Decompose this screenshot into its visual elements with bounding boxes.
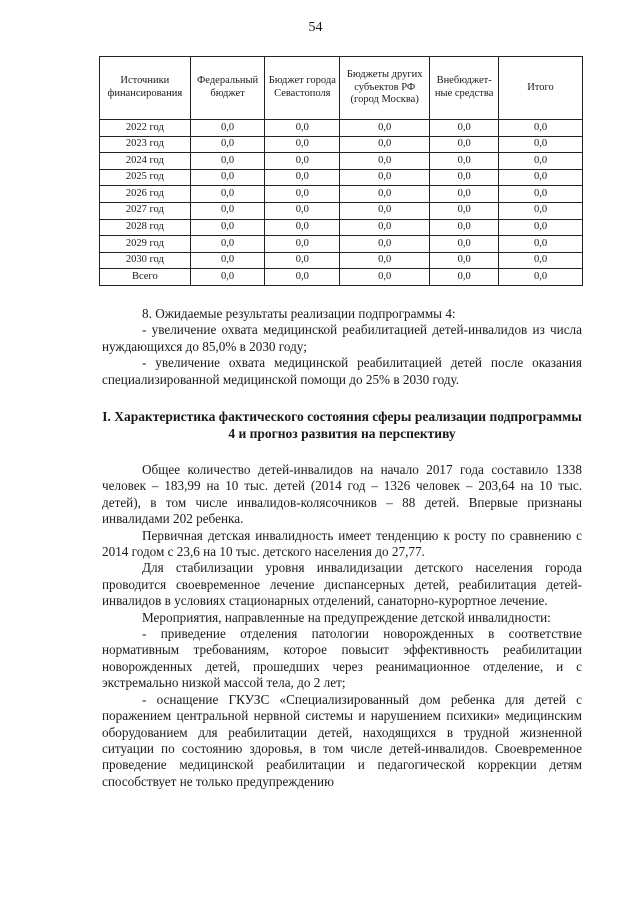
value-cell: 0,0 [190,120,265,137]
value-cell: 0,0 [190,186,265,203]
value-cell: 0,0 [265,202,340,219]
financing-table [99,56,583,286]
value-cell: 0,0 [430,202,499,219]
section-title: I. Характеристика фактического состояния сферы реализации подпрограммы 4 и прогноз развития на перспективу [102,409,582,441]
results-item: - увеличение охвата медицинской реабилитацией детей-инвалидов из числа нуждающихся до 85,0% в 2030 году; [102,322,582,354]
value-cell: 0,0 [190,269,265,286]
table-row [100,269,583,286]
value-cell: 0,0 [340,219,430,236]
table-row [100,236,583,253]
results-heading: 8. Ожидаемые результаты реализации подпрограммы 4: [142,306,456,321]
value-cell: 0,0 [265,236,340,253]
value-cell: 0,0 [190,219,265,236]
table-row [100,169,583,186]
value-cell: 0,0 [430,219,499,236]
value-cell: 0,0 [430,153,499,170]
table-row [100,120,583,137]
value-cell: 0,0 [430,136,499,153]
header-total: Итого [499,57,583,120]
value-cell: 0,0 [265,120,340,137]
value-cell: 0,0 [265,153,340,170]
value-cell: 0,0 [265,252,340,269]
header-federal: Федеральный бюджет [190,57,265,120]
row-label-cell: 2026 год [100,186,191,203]
paragraph: - приведение отделения патологии новорожденных в соответствие нормативным требованиям, которое повысит эффективность реабилитации новорожденных детей, прошедших через реанимационное отделение, и с экстремально низкой массой тела, до 2 лет; [102,626,582,691]
value-cell: 0,0 [190,202,265,219]
table-row [100,186,583,203]
table-row [100,153,583,170]
value-cell: 0,0 [265,269,340,286]
table-row [100,202,583,219]
row-label-cell: 2023 год [100,136,191,153]
main-text [102,462,582,790]
paragraph: Мероприятия, направленные на предупреждение детской инвалидности: [142,609,551,625]
value-cell: 0,0 [499,269,583,286]
value-cell: 0,0 [265,219,340,236]
paragraph: Общее количество детей-инвалидов на начало 2017 года составило 1338 человек – 183,99 на 10 тыс. детей (2014 год – 1326 человек – 203,64 на 10 тыс. детей), в том числе инвалидов-колясочников – 88 детей. Впервые признаны инвалидами 202 ребенка. [102,462,582,527]
value-cell: 0,0 [340,153,430,170]
header-source: Источники финансирования [100,57,191,120]
results-block [102,306,582,388]
value-cell: 0,0 [499,219,583,236]
row-label-cell: 2022 год [100,120,191,137]
row-label-cell: Всего [100,269,191,286]
value-cell: 0,0 [499,153,583,170]
value-cell: 0,0 [430,169,499,186]
value-cell: 0,0 [499,169,583,186]
row-label-cell: 2025 год [100,169,191,186]
value-cell: 0,0 [340,186,430,203]
value-cell: 0,0 [340,269,430,286]
header-sevastopol: Бюджет города Севастополя [265,57,340,120]
header-other-subjects: Бюджеты других субъектов РФ (город Москва) [340,57,430,120]
row-label-cell: 2024 год [100,153,191,170]
value-cell: 0,0 [430,186,499,203]
page-number: 54 [308,20,323,35]
value-cell: 0,0 [190,153,265,170]
paragraph: Для стабилизации уровня инвалидизации детского населения города проводится своевременное лечение диспансерных детей, реабилитация детей-инвалидов в условиях стационарных отделений, санаторно-курортное лечение. [102,560,582,609]
value-cell: 0,0 [190,136,265,153]
value-cell: 0,0 [499,120,583,137]
value-cell: 0,0 [499,236,583,253]
value-cell: 0,0 [499,186,583,203]
value-cell: 0,0 [190,169,265,186]
value-cell: 0,0 [340,202,430,219]
header-extrabudget: Внебюджет-ные средства [430,57,499,120]
table-header-row [100,57,583,120]
value-cell: 0,0 [340,252,430,269]
paragraph: - оснащение ГКУЗС «Специализированный дом ребенка для детей с поражением центральной нервной системы и нарушением психики» медицинским оборудованием для реабилитации детей, находящихся в трудной жизненной ситуации по состоянию здоровья, в том числе детей-инвалидов. Своевременное проведение медицинской реабилитации и педагогической коррекции детям способствует не только предупреждению [102,691,582,789]
table-row [100,136,583,153]
value-cell: 0,0 [190,252,265,269]
paragraph: Первичная детская инвалидность имеет тенденцию к росту по сравнению с 2014 годом с 23,6 на 10 тыс. детского населения до 27,77. [102,527,582,560]
value-cell: 0,0 [340,169,430,186]
value-cell: 0,0 [190,236,265,253]
value-cell: 0,0 [430,252,499,269]
value-cell: 0,0 [430,120,499,137]
table-row [100,219,583,236]
value-cell: 0,0 [499,202,583,219]
row-label-cell: 2029 год [100,236,191,253]
value-cell: 0,0 [265,136,340,153]
value-cell: 0,0 [499,252,583,269]
value-cell: 0,0 [340,236,430,253]
results-item: - увеличение охвата медицинской реабилитацией детей после оказания специализированной медицинской помощи до 25% в 2030 году. [102,355,582,387]
value-cell: 0,0 [499,136,583,153]
value-cell: 0,0 [430,236,499,253]
value-cell: 0,0 [340,120,430,137]
value-cell: 0,0 [430,269,499,286]
value-cell: 0,0 [265,169,340,186]
row-label-cell: 2027 год [100,202,191,219]
value-cell: 0,0 [340,136,430,153]
row-label-cell: 2028 год [100,219,191,236]
value-cell: 0,0 [265,186,340,203]
table-body [100,120,583,286]
table-row [100,252,583,269]
row-label-cell: 2030 год [100,252,191,269]
